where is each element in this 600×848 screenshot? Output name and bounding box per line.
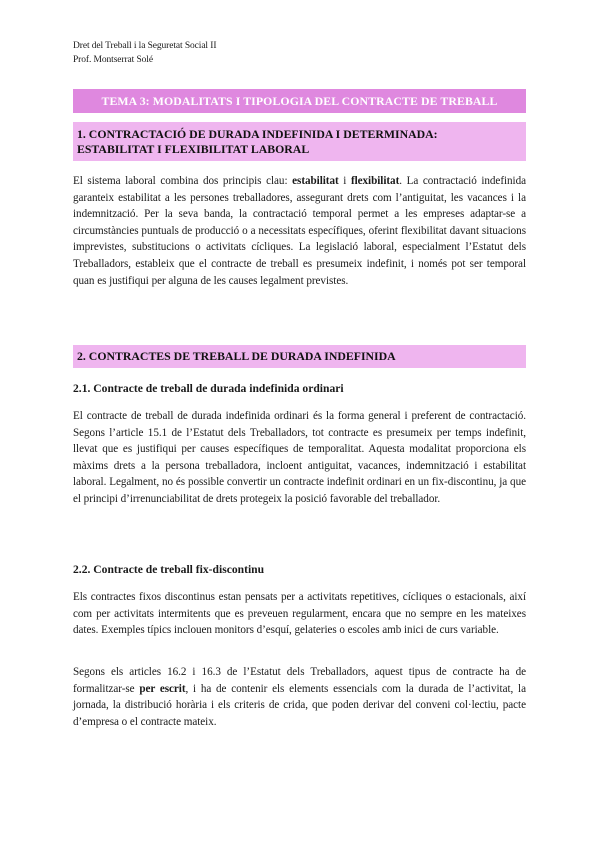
subsection-2-1-heading: 2.1. Contracte de treball de durada indefinida ordinari (73, 382, 344, 395)
section-1-paragraph (73, 173, 526, 289)
section-1-heading (73, 122, 526, 161)
bold-term-flexibilitat: flexibilitat (350, 175, 400, 187)
header-professor: Prof. Montserrat Solé (73, 55, 153, 65)
subsection-2-2-heading: 2.2. Contracte de treball fix-discontinu (73, 563, 265, 576)
section-2-heading: 2. CONTRACTES DE TREBALL DE DURADA INDEFINIDA (73, 345, 526, 368)
subsection-2-2-paragraph-1: Els contractes fixos discontinus estan pensats per a activitats repetitives, cícliques o estacionals, així com per activitats intermitents que es preveuen regularment, encara que no sempre en les mateixes dates. Exemples típics inclouen monitors d’esquí, gelateries o escoles amb inici de curs variable. (73, 591, 526, 637)
subsection-2-1-paragraph: El contracte de treball de durada indefinida ordinari és la forma general i preferent de contractació. Segons l’article 15.1 de l’Estatut dels Treballadors, tot contracte es presumeix per temps indefinit, llevat que es justifiqui per causes específiques de temporalitat. Aquesta modalitat proporciona els màxims drets a la persona treballadora, incloent antiguitat, vacances, indemnització i estabilitat laboral. Legalment, no és possible convertir un contracte indefinit ordinari en un fix-discontinu, ja que el principi d’irrenunciabilitat de drets protegeix la posició favorable del treballador. (73, 410, 526, 505)
section-1-heading-line-1: 1. CONTRACTACIÓ DE DURADA INDEFINIDA I DETERMINADA: (77, 127, 438, 141)
document-title: TEMA 3: MODALITATS I TIPOLOGIA DEL CONTRACTE DE TREBALL (73, 89, 526, 113)
text-run: El sistema laboral combina dos principis clau: (73, 175, 293, 187)
header-course: Dret del Treball i la Seguretat Social II (73, 41, 217, 51)
text-run: Segons els articles 16.2 i 16.3 de l’Estatut dels Treballadors, aquest tipus de contracte ha de formalitzar-se (73, 666, 526, 695)
section-1-heading-line-2: ESTABILITAT I FLEXIBILITAT LABORAL (77, 141, 310, 156)
text-run: i (338, 175, 351, 187)
bold-term-per-escrit: per escrit (139, 682, 186, 695)
text-run: , i ha de contenir els elements essencials com la durada de l’activitat, la jornada, la distribució horària i els criteris de crida, que poden derivar del conveni col·lectiu, pacte d’empresa o el contracte mateix. (73, 682, 526, 728)
subsection-2-2-paragraph-2 (73, 664, 526, 730)
bold-term-estabilitat: estabilitat (292, 175, 339, 187)
text-run: . La contractació indefinida garanteix estabilitat a les persones treballadores, assegurant drets com l’antiguitat, les vacances i la indemnització. Per la seva banda, la contractació temporal permet a les empreses adaptar-se a circumstàncies puntuals de producció o a necessitats específiques, oferint flexibilitat davant situacions imprevistes, substitucions o activitats cícliques. La legislació laboral, especialment l’Estatut dels Treballadors, estableix que el contracte de treball es presumeix indefinit, i només pot ser temporal quan es justifiqui per alguna de les causes legalment previstes. (73, 175, 527, 287)
